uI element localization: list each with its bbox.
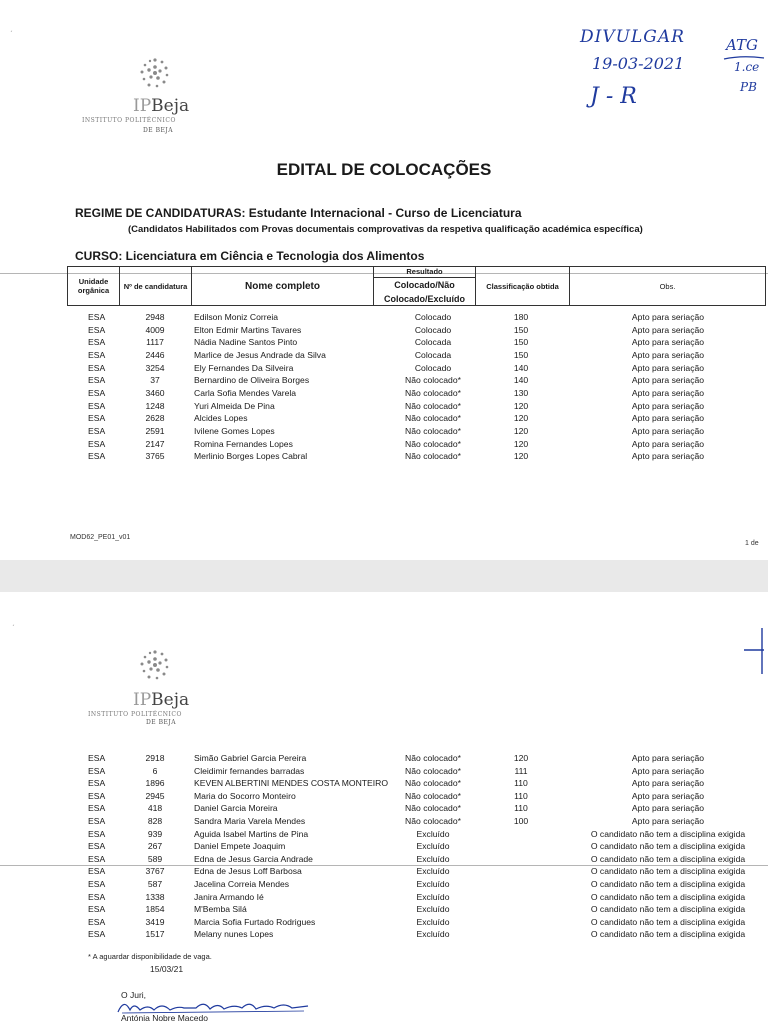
cell-numero: 1854 [145,904,165,915]
cell-resultado: Excluído [416,916,450,927]
table-row [0,892,768,905]
cell-numero: 6 [152,765,158,776]
cell-numero: 37 [150,375,160,386]
cell-resultado: Excluído [416,929,450,940]
cell-resultado: Excluído [416,904,450,915]
cell-nome: Sandra Maria Varela Mendes [194,816,306,826]
header-classificacao: Classificação obtida [476,267,570,305]
table-row [0,879,768,892]
cell-classificacao: 111 [514,765,528,776]
table-row [0,439,768,452]
cell-numero: 1338 [145,891,165,902]
cell-nome: Marlice de Jesus Andrade da Silva [194,349,326,360]
table-row [0,401,768,414]
cell-unidade: ESA [88,753,106,763]
table-row [0,363,768,376]
cell-nome: Ivilene Gomes Lopes [194,425,275,436]
cell-unidade: ESA [88,816,106,826]
logo-wordmark-2: IPBeja [133,690,190,710]
cell-classificacao: 150 [513,337,529,348]
cell-unidade: ESA [88,425,106,436]
handwritten-divulgar: DIVULGAR [580,27,685,47]
table-row [0,413,768,426]
handwritten-underline [722,55,766,61]
cell-nome: Bernardino de Oliveira Borges [194,375,310,386]
cell-unidade: ESA [88,451,106,462]
cell-unidade: ESA [88,349,106,360]
cell-unidade: ESA [88,778,106,789]
cell-obs: Apto para seriação [631,387,705,398]
cell-numero: 2591 [145,425,165,436]
handwritten-initials: J - R [590,84,637,109]
cell-resultado: Não colocado* [405,451,461,462]
cell-resultado: Colocado [414,324,452,335]
cell-obs: Apto para seriação [631,362,705,373]
cell-resultado: Não colocado* [405,387,461,398]
cell-resultado: Não colocado* [405,413,461,424]
cell-nome: KEVEN ALBERTINI MENDES COSTA MONTEIRO [194,778,389,789]
cell-nome: Maria do Socorro Monteiro [194,790,296,801]
cell-unidade: ESA [88,790,106,801]
cell-numero: 2147 [145,438,165,449]
cell-resultado: Excluído [416,853,450,864]
ipbeja-logo [138,56,172,90]
cell-numero: 267 [147,841,163,852]
juri-label: O Juri, [121,990,147,1000]
cell-obs: O candidato não tem a disciplina exigida [590,929,746,940]
header-numero: Nº de candidatura [120,267,192,305]
juri-name: Antónia Nobre Macedo [121,1013,208,1023]
cell-resultado: Excluído [416,891,450,902]
cell-nome: Edna de Jesus Garcia Andrade [194,853,313,864]
cell-numero: 587 [147,879,163,889]
cell-obs: O candidato não tem a disciplina exigida [590,916,746,927]
table-row [0,766,768,779]
cell-numero: 3460 [145,387,165,398]
logo-subline-2: DE BEJA [143,127,174,134]
logo-dots-icon-2 [138,648,172,682]
cell-classificacao: 110 [514,803,528,814]
cell-resultado: Colocada [414,349,452,360]
table-row [0,337,768,350]
cell-nome: Janira Armando Ié [194,891,264,902]
cell-resultado: Não colocado* [405,765,461,776]
cell-classificacao: 140 [513,362,529,373]
table-row [0,753,768,766]
table-row [0,426,768,439]
table-row [0,929,768,942]
cell-numero: 2945 [145,790,165,801]
cell-classificacao: 110 [514,778,528,789]
logo-wordmark: IPBeja [133,96,190,116]
regime-line [75,206,522,220]
cell-classificacao: 180 [513,312,529,322]
cell-classificacao: 120 [513,451,529,462]
table-row [0,375,768,388]
cell-numero: 3767 [145,866,165,877]
cell-numero: 3254 [145,362,165,373]
cell-numero: 2948 [145,312,165,322]
cell-obs: O candidato não tem a disciplina exigida [590,904,746,915]
cell-resultado: Não colocado* [405,816,461,826]
cell-unidade: ESA [88,765,106,776]
cell-numero: 1517 [145,929,165,940]
cell-unidade: ESA [88,929,106,940]
table-row [0,325,768,338]
curso-label: CURSO: [75,249,123,263]
ipbeja-logo-2 [138,648,172,682]
cell-obs: O candidato não tem a disciplina exigida [590,891,746,902]
cell-nome: Aguida Isabel Martins de Pina [194,828,309,839]
cell-unidade: ESA [88,853,106,864]
table-row [0,803,768,816]
cell-nome: Cleidimir fernandes barradas [194,765,305,776]
cell-classificacao: 100 [513,816,529,826]
regime-value: Estudante Internacional - Curso de Licenciatura [245,206,522,220]
handwritten-side-mid: 1.ce [734,60,760,74]
cell-resultado: Não colocado* [405,438,461,449]
logo-subline-2a: INSTITUTO POLITÉCNICO [88,711,182,718]
table-row [0,791,768,804]
cell-obs: O candidato não tem a disciplina exigida [590,853,746,864]
cell-unidade: ESA [88,866,106,877]
cell-numero: 4009 [145,324,165,335]
cell-nome: Romina Fernandes Lopes [194,438,293,449]
cell-unidade: ESA [88,324,106,335]
cell-numero: 2918 [145,753,165,763]
scan-mark: ˊ [10,30,13,39]
cell-resultado: Excluído [416,841,450,852]
page-title: EDITAL DE COLOCAÇÕES [276,160,492,179]
cell-obs: Apto para seriação [631,312,705,322]
cell-resultado: Colocado [414,312,452,322]
handwritten-mark [738,626,766,676]
cell-nome: Daniel Garcia Moreira [194,803,278,814]
cell-resultado: Colocada [414,337,452,348]
cell-unidade: ESA [88,803,106,814]
cell-classificacao: 130 [513,387,529,398]
table-row [0,388,768,401]
cell-numero: 1248 [145,400,165,411]
table-row [0,451,768,464]
cell-obs: Apto para seriação [631,790,705,801]
cell-obs: Apto para seriação [631,451,705,462]
cell-unidade: ESA [88,879,106,889]
handwritten-side-bot: PB [740,80,757,94]
cell-obs: Apto para seriação [631,324,705,335]
cell-numero: 3765 [145,451,165,462]
cell-obs: O candidato não tem a disciplina exigida [590,828,746,839]
scan-mark-2: ˊ [12,624,15,633]
cell-unidade: ESA [88,904,106,915]
cell-obs: Apto para seriação [631,425,705,436]
cell-classificacao: 120 [513,413,529,424]
cell-obs: Apto para seriação [631,816,705,826]
curso-value: Licenciatura em Ciência e Tecnologia dos Alimentos [122,249,425,263]
table-row [0,816,768,829]
cell-nome: Marcia Sofia Furtado Rodrigues [194,916,316,927]
table-row [0,829,768,842]
table-row [0,350,768,363]
cell-obs: Apto para seriação [631,349,705,360]
cell-unidade: ESA [88,916,106,927]
table-row [0,312,768,325]
cell-nome: Edna de Jesus Loff Barbosa [194,866,302,877]
cell-unidade: ESA [88,337,106,348]
cell-numero: 939 [147,828,163,839]
cell-obs: Apto para seriação [631,438,705,449]
header-nome: Nome completo [192,267,374,305]
cell-unidade: ESA [88,891,106,902]
cell-numero: 828 [147,816,163,826]
cell-obs: Apto para seriação [631,400,705,411]
cell-resultado: Não colocado* [405,778,461,789]
cell-unidade: ESA [88,312,106,322]
cell-classificacao: 120 [513,425,529,436]
cell-unidade: ESA [88,400,106,411]
cell-classificacao: 110 [514,790,528,801]
table-row [0,917,768,930]
cell-nome: Melany nunes Lopes [194,929,274,940]
cell-resultado: Excluído [416,828,450,839]
cell-resultado: Excluído [416,879,450,889]
header-resultado-label: Colocado/Não Colocado/Excluído [383,279,465,304]
cell-numero: 1896 [145,778,165,789]
table-row [0,904,768,917]
cell-numero: 418 [147,803,163,814]
cell-resultado: Não colocado* [405,803,461,814]
header-resultado [374,267,476,305]
cell-unidade: ESA [88,413,106,424]
cell-obs: Apto para seriação [631,753,705,763]
cell-unidade: ESA [88,387,106,398]
asterisk-note: * A aguardar disponibilidade de vaga. [88,952,212,961]
form-code: MOD62_PE01_v01 [70,534,131,541]
cell-unidade: ESA [88,828,106,839]
cell-nome: Jacelina Correia Mendes [194,879,290,889]
cell-nome: Daniel Empete Joaquim [194,841,286,852]
cell-nome: Yuri Almeida De Pina [194,400,275,411]
table-row [0,841,768,854]
table-row [0,866,768,879]
cell-nome: M'Bemba Silá [194,904,247,915]
header-unidade: Unidade orgânica [68,267,120,305]
cell-classificacao: 120 [513,438,529,449]
regime-label: REGIME DE CANDIDATURAS: [75,206,246,220]
cell-obs: Apto para seriação [631,337,705,348]
cell-unidade: ESA [88,362,106,373]
logo-subline: INSTITUTO POLITÉCNICO [82,117,176,124]
logo-subline-2b: DE BEJA [146,719,177,726]
cell-nome: Ely Fernandes Da Silveira [194,362,294,373]
cell-resultado: Não colocado* [405,400,461,411]
cell-classificacao: 120 [513,753,529,763]
cell-resultado: Excluído [416,866,450,877]
cell-unidade: ESA [88,438,106,449]
curso-line [75,249,424,263]
cell-nome: Merlinio Borges Lopes Cabral [194,451,308,462]
cell-obs: Apto para seriação [631,375,705,386]
signature-date: 15/03/21 [150,964,184,974]
cell-resultado: Colocado [414,362,452,373]
cell-nome: Carla Sofia Mendes Varela [194,387,297,398]
handwritten-date: 19-03-2021 [592,54,685,73]
cell-obs: Apto para seriação [631,778,705,789]
handwritten-side-top: ATG [726,36,758,54]
table-row [0,778,768,791]
cell-classificacao: 120 [513,400,529,411]
cell-resultado: Não colocado* [405,753,461,763]
table-header [67,266,766,306]
cell-obs: O candidato não tem a disciplina exigida [590,866,746,877]
cell-unidade: ESA [88,841,106,852]
cell-nome: Simão Gabriel Garcia Pereira [194,753,307,763]
cell-resultado: Não colocado* [405,375,461,386]
cell-numero: 589 [147,853,163,864]
cell-classificacao: 150 [513,349,529,360]
logo-dots-icon [138,56,172,90]
cell-numero: 3419 [145,916,165,927]
header-resultado-top: Resultado [374,267,475,278]
cell-numero: 2446 [145,349,165,360]
cell-resultado: Não colocado* [405,790,461,801]
scan-line-2 [0,865,768,866]
cell-numero: 1117 [146,337,164,348]
page-gap [0,560,768,592]
cell-nome: Nádia Nadine Santos Pinto [194,337,298,348]
cell-obs: O candidato não tem a disciplina exigida [590,841,746,852]
regime-note: (Candidatos Habilitados com Provas documentais comprovativas da respetiva qualificação académica específica) [128,224,643,235]
cell-obs: O candidato não tem a disciplina exigida [590,879,746,889]
cell-obs: Apto para seriação [631,803,705,814]
cell-classificacao: 140 [513,375,529,386]
cell-numero: 2628 [145,413,165,424]
cell-nome: Elton Edmir Martins Tavares [194,324,302,335]
cell-unidade: ESA [88,375,106,386]
cell-resultado: Não colocado* [405,425,461,436]
cell-nome: Alcides Lopes [194,413,248,424]
header-obs: Obs. [659,281,676,291]
cell-classificacao: 150 [513,324,529,335]
cell-nome: Edilson Moniz Correia [194,312,279,322]
cell-obs: Apto para seriação [631,413,705,424]
cell-obs: Apto para seriação [631,765,705,776]
page-number: 1 de [745,540,759,547]
